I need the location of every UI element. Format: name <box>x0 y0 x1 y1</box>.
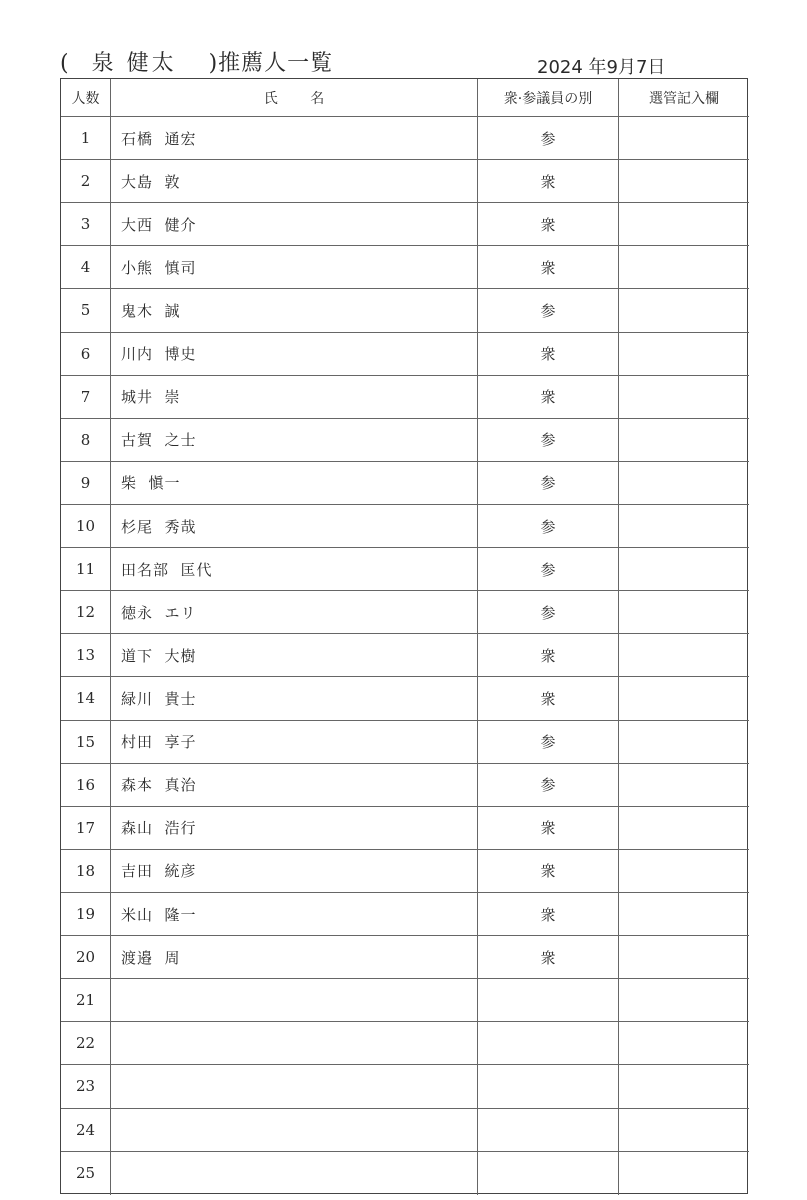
admin-note-cell <box>619 1109 749 1152</box>
row-number: 13 <box>61 634 111 677</box>
admin-note-cell <box>619 203 749 246</box>
admin-note-cell <box>619 807 749 850</box>
chamber-cell <box>478 1109 619 1152</box>
admin-note-cell <box>619 462 749 505</box>
legislator-name: 川内 博史 <box>111 333 478 376</box>
admin-note-cell <box>619 548 749 591</box>
row-number: 22 <box>61 1022 111 1065</box>
legislator-name: 古賀 之士 <box>111 419 478 462</box>
admin-note-cell <box>619 721 749 764</box>
row-number: 4 <box>61 246 111 289</box>
admin-note-cell <box>619 333 749 376</box>
row-number: 20 <box>61 936 111 979</box>
column-header-admin-notes: 選管記入欄 <box>619 79 749 117</box>
chamber-cell: 参 <box>478 289 619 332</box>
row-number: 3 <box>61 203 111 246</box>
legislator-name <box>111 1152 478 1195</box>
row-number: 16 <box>61 764 111 807</box>
row-number: 18 <box>61 850 111 893</box>
row-number: 21 <box>61 979 111 1022</box>
row-number: 17 <box>61 807 111 850</box>
row-number: 10 <box>61 505 111 548</box>
legislator-name: 杉尾 秀哉 <box>111 505 478 548</box>
admin-note-cell <box>619 246 749 289</box>
row-number: 2 <box>61 160 111 203</box>
row-number: 24 <box>61 1109 111 1152</box>
row-number: 1 <box>61 117 111 160</box>
chamber-cell: 衆 <box>478 203 619 246</box>
chamber-cell: 参 <box>478 548 619 591</box>
row-number: 11 <box>61 548 111 591</box>
legislator-name: 村田 享子 <box>111 721 478 764</box>
chamber-cell: 衆 <box>478 333 619 376</box>
row-number: 8 <box>61 419 111 462</box>
legislator-name: 森山 浩行 <box>111 807 478 850</box>
admin-note-cell <box>619 1152 749 1195</box>
candidate-name: 泉 健太 <box>91 51 177 76</box>
legislator-name: 道下 大樹 <box>111 634 478 677</box>
chamber-cell: 参 <box>478 721 619 764</box>
document-header <box>0 0 807 80</box>
admin-note-cell <box>619 160 749 203</box>
row-number: 7 <box>61 376 111 419</box>
title-text: )推薦人一覧 <box>208 51 334 76</box>
column-header-chamber: 衆·参議員の別 <box>478 79 619 117</box>
chamber-cell: 参 <box>478 419 619 462</box>
admin-note-cell <box>619 505 749 548</box>
chamber-cell: 衆 <box>478 893 619 936</box>
chamber-cell: 衆 <box>478 807 619 850</box>
legislator-name: 柴 愼一 <box>111 462 478 505</box>
legislator-name: 鬼木 誠 <box>111 289 478 332</box>
chamber-cell: 参 <box>478 505 619 548</box>
admin-note-cell <box>619 979 749 1022</box>
row-number: 25 <box>61 1152 111 1195</box>
legislator-name: 大島 敦 <box>111 160 478 203</box>
row-number: 14 <box>61 677 111 720</box>
admin-note-cell <box>619 289 749 332</box>
admin-note-cell <box>619 936 749 979</box>
admin-note-cell <box>619 1065 749 1108</box>
chamber-cell: 衆 <box>478 160 619 203</box>
admin-note-cell <box>619 591 749 634</box>
legislator-name <box>111 979 478 1022</box>
chamber-cell <box>478 1065 619 1108</box>
recommender-table <box>60 78 748 1194</box>
row-number: 5 <box>61 289 111 332</box>
row-number: 15 <box>61 721 111 764</box>
admin-note-cell <box>619 893 749 936</box>
legislator-name <box>111 1065 478 1108</box>
column-header-name: 氏 名 <box>111 79 478 117</box>
legislator-name: 米山 隆一 <box>111 893 478 936</box>
chamber-cell: 参 <box>478 462 619 505</box>
legislator-name: 徳永 エリ <box>111 591 478 634</box>
legislator-name: 石橋 通宏 <box>111 117 478 160</box>
title-paren-open: ( <box>60 51 70 76</box>
chamber-cell: 衆 <box>478 376 619 419</box>
legislator-name: 森本 真治 <box>111 764 478 807</box>
chamber-cell: 参 <box>478 591 619 634</box>
row-number: 12 <box>61 591 111 634</box>
legislator-name: 田名部 匡代 <box>111 548 478 591</box>
document-date: 2024 年9月7日 <box>537 57 666 78</box>
admin-note-cell <box>619 1022 749 1065</box>
chamber-cell <box>478 979 619 1022</box>
legislator-name: 渡邉 周 <box>111 936 478 979</box>
document-title <box>60 46 333 77</box>
row-number: 23 <box>61 1065 111 1108</box>
row-number: 9 <box>61 462 111 505</box>
legislator-name: 大西 健介 <box>111 203 478 246</box>
column-header-count: 人数 <box>61 79 111 117</box>
legislator-name: 緑川 貴士 <box>111 677 478 720</box>
row-number: 6 <box>61 333 111 376</box>
legislator-name <box>111 1109 478 1152</box>
chamber-cell: 衆 <box>478 850 619 893</box>
admin-note-cell <box>619 117 749 160</box>
admin-note-cell <box>619 419 749 462</box>
chamber-cell: 衆 <box>478 246 619 289</box>
legislator-name <box>111 1022 478 1065</box>
chamber-cell: 衆 <box>478 634 619 677</box>
chamber-cell: 参 <box>478 117 619 160</box>
admin-note-cell <box>619 677 749 720</box>
chamber-cell: 衆 <box>478 936 619 979</box>
chamber-cell <box>478 1152 619 1195</box>
legislator-name: 吉田 統彦 <box>111 850 478 893</box>
admin-note-cell <box>619 634 749 677</box>
legislator-name: 小熊 慎司 <box>111 246 478 289</box>
chamber-cell: 衆 <box>478 677 619 720</box>
admin-note-cell <box>619 376 749 419</box>
row-number: 19 <box>61 893 111 936</box>
admin-note-cell <box>619 850 749 893</box>
chamber-cell <box>478 1022 619 1065</box>
legislator-name: 城井 崇 <box>111 376 478 419</box>
chamber-cell: 参 <box>478 764 619 807</box>
admin-note-cell <box>619 764 749 807</box>
